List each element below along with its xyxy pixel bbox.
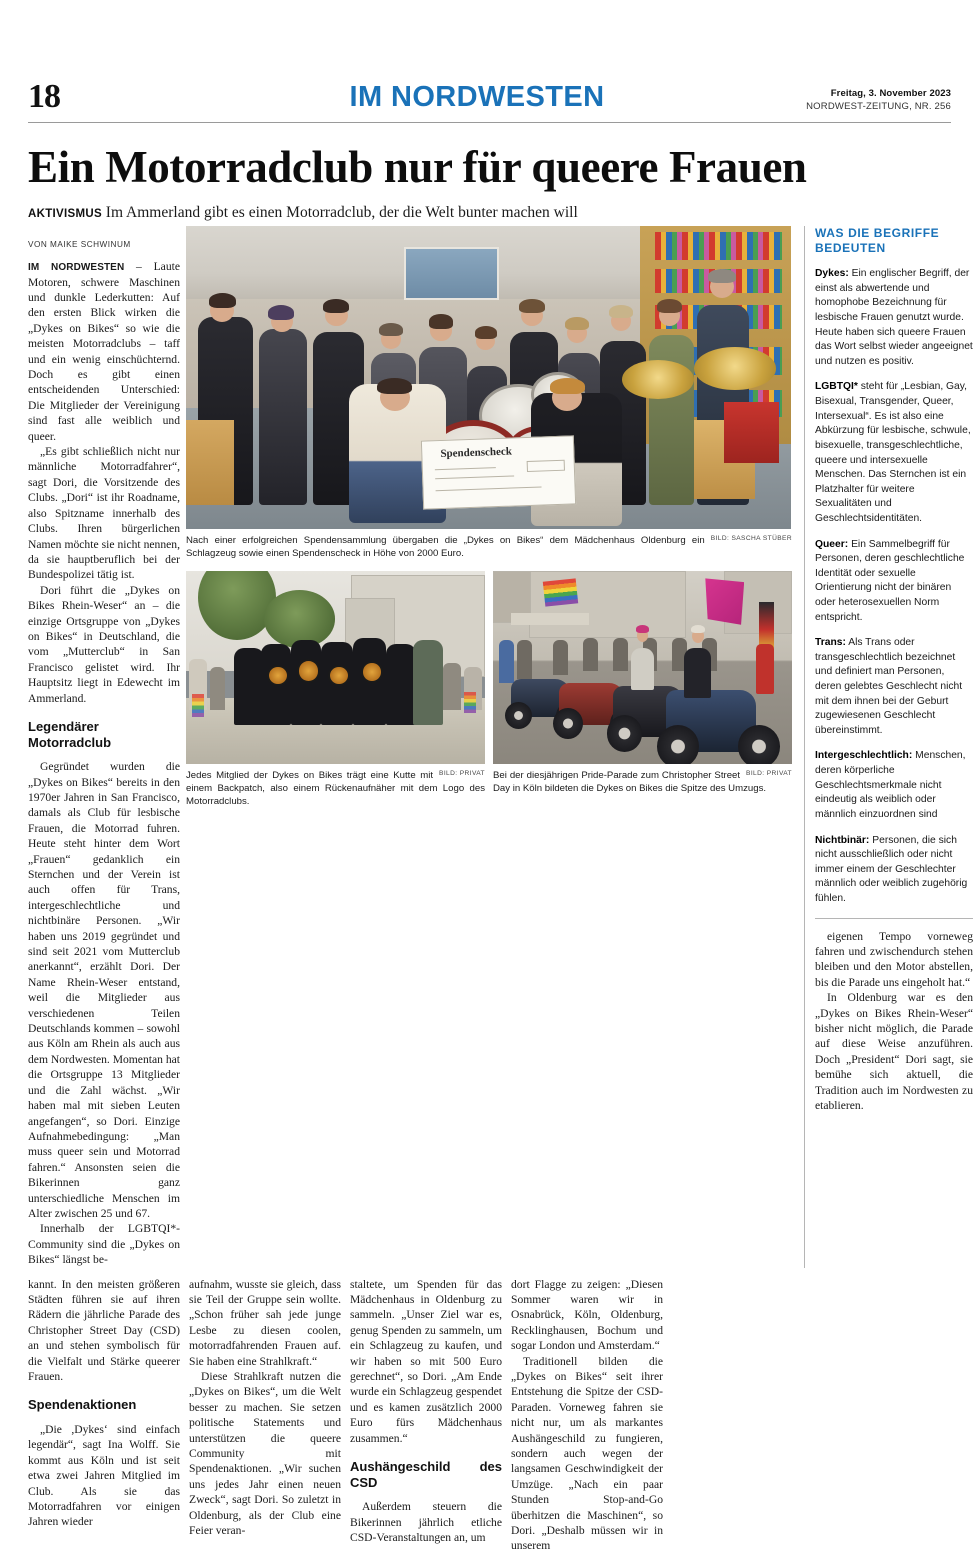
photo-right-block (493, 571, 792, 809)
upper-layout (28, 226, 973, 1267)
glossary-term: LGBTQI* (815, 381, 858, 393)
photo-right-credit: BILD: PRIVAT (746, 769, 792, 777)
column-1-bottom-text (28, 1277, 180, 1530)
paragraph: In Oldenburg war es den „Dykes on Bikes Rhein-Weser“ bisher nicht möglich, die Parade auf diese Weise anzuführen. Doch „President“ Dori sagt, sie bemühe sich aktuell, die Tradition auch im Nordwesten zu etablieren. (815, 991, 973, 1113)
caption-text: Jedes Mitglied der Dykes on Bikes trägt eine Kutte mit einem Backpatch, also einem Rückenaufnäher mit dem Logo des Motorradclubs. (186, 769, 485, 808)
column-4-bottom (511, 1277, 663, 1554)
secondary-photos (186, 571, 792, 809)
photo-left-block (186, 571, 485, 809)
glossary-text: Personen, die sich nicht ausschließlich oder nicht immer einem der Geschlechter männlich oder weiblich zugehörig fühlen. (815, 834, 968, 904)
glossary-text: Ein Sammelbegriff für Personen, deren geschlechtliche Identität oder sexuelle Orientierung nicht der binären oder heterosexuellen Norm entspricht. (815, 538, 965, 623)
publication-name: NORDWEST-ZEITUNG, NR. 256 (806, 101, 951, 113)
paragraph: „Es gibt schließlich nicht nur männliche Motorradfahrer“, sagt Dori, die Vorsitzende des Clubs. „Dori“ ist ihr Roadname, also Spitzname innerhalb des Clubs. Ihren bürgerlichen Namen möchte sie nicht nennen, da sie hauptberuflich bei der Bundespolizei tätig ist. (28, 445, 180, 582)
paragraph: Gegründet wurden die „Dykes on Bikes“ bereits in den 1970er Jahren in San Francisco, damals als Club für lesbische Frauen, die Motorrad fuhren. Heute steht hinter dem Wort „Frauen“ gedanklich ein Sternchen und der Verein ist auch offen für Trans, intergeschlechtliche und nichtbinäre Personen. „Wir haben uns 2019 gegründet und sind seit 2021 vom Mutterclub anerkannt“, erzählt Dori. Der Name Rhein-Weser entstand, weil die Mitglieder aus verschiedenen Teilen Deutschlands kommen – sowohl aus Köln am Rhein als auch aus dem Nordwesten. Momentan hat die Ortsgruppe 13 Mitglieder und die Zahl wächst. „Wir haben mal mit sieben Leuten angefangen“, so Dori. Einzige Aufnahmebedingung: „Man muss queer sein und Motorrad fahren.“ Ansonsten seien die Bikerinnen ganz unterschiedliche Menschen im Alter zwischen 25 und 67. (28, 760, 180, 1220)
photo-main-credit: BILD: SASCHA STÜBER (710, 535, 792, 543)
masthead-divider (28, 122, 951, 123)
paragraph: „Die ,Dykes‘ sind einfach legendär“, sagt Ina Wolff. Sie kommt aus Köln und ist seit etwa zwei Jahren Mitglied im Club. Als sie das Motorradfahren vor einigen Jahren wieder (28, 1423, 180, 1529)
article-content (28, 226, 973, 1554)
glossary-term: Nichtbinär: (815, 834, 870, 846)
paragraph: aufnahm, wusste sie gleich, dass sie Teil der Gruppe sein wollte. „Schon früher sah jede junge Lesbe zu diesen coolen, motorradfahrenden Frauen auf. Sie haben eine Strahlkraft.“ (189, 1277, 341, 1368)
photo-backpatch (186, 571, 485, 764)
page-number: 18 (28, 78, 60, 115)
column-1-bottom (28, 1277, 180, 1554)
photo-parade-scene (493, 571, 792, 764)
glossary-entry (815, 380, 973, 526)
photo-main-scene (186, 226, 791, 529)
paragraph: dort Flagge zu zeigen: „Diesen Sommer waren wir in Osnabrück, Köln, Oldenburg, Recklinghausen, Bochum und sogar London und Amsterdam.“ (511, 1277, 663, 1353)
photo-main (186, 226, 791, 529)
photo-backpatch-scene (186, 571, 485, 764)
column-3-bottom (350, 1277, 502, 1554)
glossary-divider (815, 918, 973, 919)
glossary-text: Ein englischer Begriff, der einst als abwertende und homophobe Bezeichnung für lesbische Frauen genutzt wurde. Heute haben sich queere Frauen das Wort selbst wieder angeeignet und nutzen es positiv. (815, 268, 973, 367)
glossary-entry (815, 636, 973, 738)
photo-main-caption (186, 534, 792, 560)
paragraph: Dori führt die „Dykes on Bikes Rhein-Weser“ an – die einzige Ortsgruppe von „Dykes on Bikes“ in Deutschland, die vom „Mutterclub“ in San Francisco gelistet wird. Ihr Hauptsitz liegt in Edewecht im Ammerland. (28, 583, 180, 705)
paragraph-text: – Laute Motoren, schwere Maschinen und dunkle Lederkutten: Auf den ersten Blick wirken die „Dykes on Bikes“ so wie die meisten Motorradclubs – taff und ein wenig einschüchternd. Doch es gibt einen entscheidenden Unterschied: Die Mitglieder der Vereinigung sind fast alle weiblich und queer. (28, 260, 180, 443)
bottom-columns (28, 1277, 951, 1554)
column-1 (28, 226, 180, 1267)
paragraph: staltete, um Spenden für das Mädchenhaus in Oldenburg zu sammeln. „Unser Ziel war es, genug Spenden zu sammeln, um ein Schlagzeug zu kaufen, und wir haben so mit 500 Euro gerechnet“, so Dori. „Am Ende wurde ein Schlagzeug gespendet und es kamen zusätzlich 2000 Euro fürs Mädchenhaus zusammen.“ (350, 1277, 502, 1445)
glossary-title: WAS DIE BEGRIFFE BEDEUTEN (815, 226, 940, 256)
paragraph: eigenen Tempo vorneweg fahren und zwischendurch stehen bleiben und den Motor abstellen, bis die Parade uns eingeholt hat.“ (815, 929, 973, 989)
glossary-term: Intergeschlechtlich: (815, 750, 913, 762)
glossary-term: Dykes: (815, 268, 849, 280)
column-2-bottom (189, 1277, 341, 1554)
column-2-bottom-text (189, 1277, 341, 1539)
glossary-entry (815, 267, 973, 369)
article-headline: Ein Motorradclub nur für queere Frauen (28, 142, 807, 192)
dateline: IM NORDWESTEN (28, 262, 125, 274)
caption-text: Bei der diesjährigen Pride-Parade zum Christopher Street Day in Köln bildeten die Dykes on Bikes die Spitze des Umzugs. (493, 769, 767, 794)
photo-area (180, 226, 792, 1267)
paragraph: Diese Strahlkraft nutzen die „Dykes on Bikes“, um die Welt besser zu machen. Sie setzen politische Statements und unterstützen die queere Community mit Spendenaktionen. „Wir suchen uns jedes Jahr einen neuen Zweck“, sagt Dori. So zuletzt in Oldenburg, als der Club eine Feier veran- (189, 1370, 341, 1538)
glossary-sidebar (804, 226, 973, 1267)
column-6-text (815, 929, 973, 1114)
glossary-entry (815, 538, 973, 626)
glossary-text: Menschen, deren körperliche Geschlechtsmerkmale nicht eindeutig als weiblich oder männlich einzuordnen sind (815, 750, 966, 820)
paragraph: kannt. In den meisten größeren Städten führen sie auf ihren Rädern die jährliche Parade des Christopher Street Day (CSD) an und stehen symbolisch für die Vielfalt und Stärke queerer Frauen. (28, 1277, 180, 1383)
issue-info (776, 88, 951, 114)
photo-left-credit: BILD: PRIVAT (439, 769, 485, 777)
issue-date: Freitag, 3. November 2023 (830, 88, 951, 100)
column-3-bottom-text (350, 1277, 502, 1546)
cheque-title: Spendenscheck (440, 445, 513, 460)
glossary-term: Queer: (815, 538, 849, 550)
kicker-tag: AKTIVISMUS (28, 207, 102, 220)
paragraph: Innerhalb der LGBTQI*-Community sind die „Dykes on Bikes“ längst be- (28, 1222, 180, 1267)
column-5-bottom-spacer (672, 1277, 824, 1554)
subheading-2: Spendenaktionen (28, 1397, 137, 1413)
article-kicker (28, 204, 951, 223)
caption-text: Nach einer erfolgreichen Spendensammlung übergaben die „Dykes on Bikes“ dem Mädchenhaus Oldenburg ein Schlagzeug sowie einen Spendenscheck in Höhe von 2000 Euro. (186, 535, 705, 560)
byline: VON MAIKE SCHWINUM (28, 240, 131, 250)
glossary-entry (815, 834, 973, 907)
column-4-bottom-text (511, 1277, 663, 1554)
kicker-text: Im Ammerland gibt es einen Motorradclub, der die Welt bunter machen will (105, 203, 578, 221)
subheading-1: Legendärer Motorradclub (28, 718, 112, 750)
subheading-3: Aushängeschild des CSD (350, 1459, 502, 1490)
section-title: IM NORDWESTEN (349, 81, 605, 113)
paragraph: Traditionell bilden die „Dykes on Bikes“ seit ihrer Entstehung die Spitze der CSD-Paraden. Vorneweg fahren sie nicht nur, um als markantes Aushängeschild zu fungieren, sondern auch wegen der langsamen Geschwindigkeit der Umzüge. „Nach ein paar Stunden Stop-and-Go überhitzen die Maschinen“, so Dori. „Deshalb müssen wir in unserem (511, 1354, 663, 1553)
glossary-body (815, 267, 973, 906)
paragraph (28, 259, 180, 444)
paragraph: Außerdem steuern die Bikerinnen jährlich etliche CSD-Veranstaltungen an, um (350, 1500, 502, 1545)
glossary-entry (815, 749, 973, 822)
glossary-term: Trans: (815, 637, 846, 649)
photo-left-caption (186, 769, 485, 809)
photo-right-caption (493, 769, 792, 795)
glossary-text: steht für „Lesbian, Gay, Bisexual, Transgender, Queer, Intersexual“. Es ist also eine Abkürzung für lesbische, schwule, bisexuelle, transgeschlechtliche, queere und intersexuelle Menschen. Das Sternchen ist ein Platzhalter für weitere Sexualitäten und Geschlechtsidentitäten. (815, 381, 971, 524)
masthead (28, 0, 951, 114)
glossary-text: Als Trans oder transgeschlechtlich bezeichnet und definiert man Personen, deren gelebtes Geschlecht nicht mit dem ihnen bei der Geburt zugewiesenen Geschlecht übereinstimmt. (815, 637, 963, 736)
column-1-text (28, 259, 180, 1267)
photo-parade (493, 571, 792, 764)
